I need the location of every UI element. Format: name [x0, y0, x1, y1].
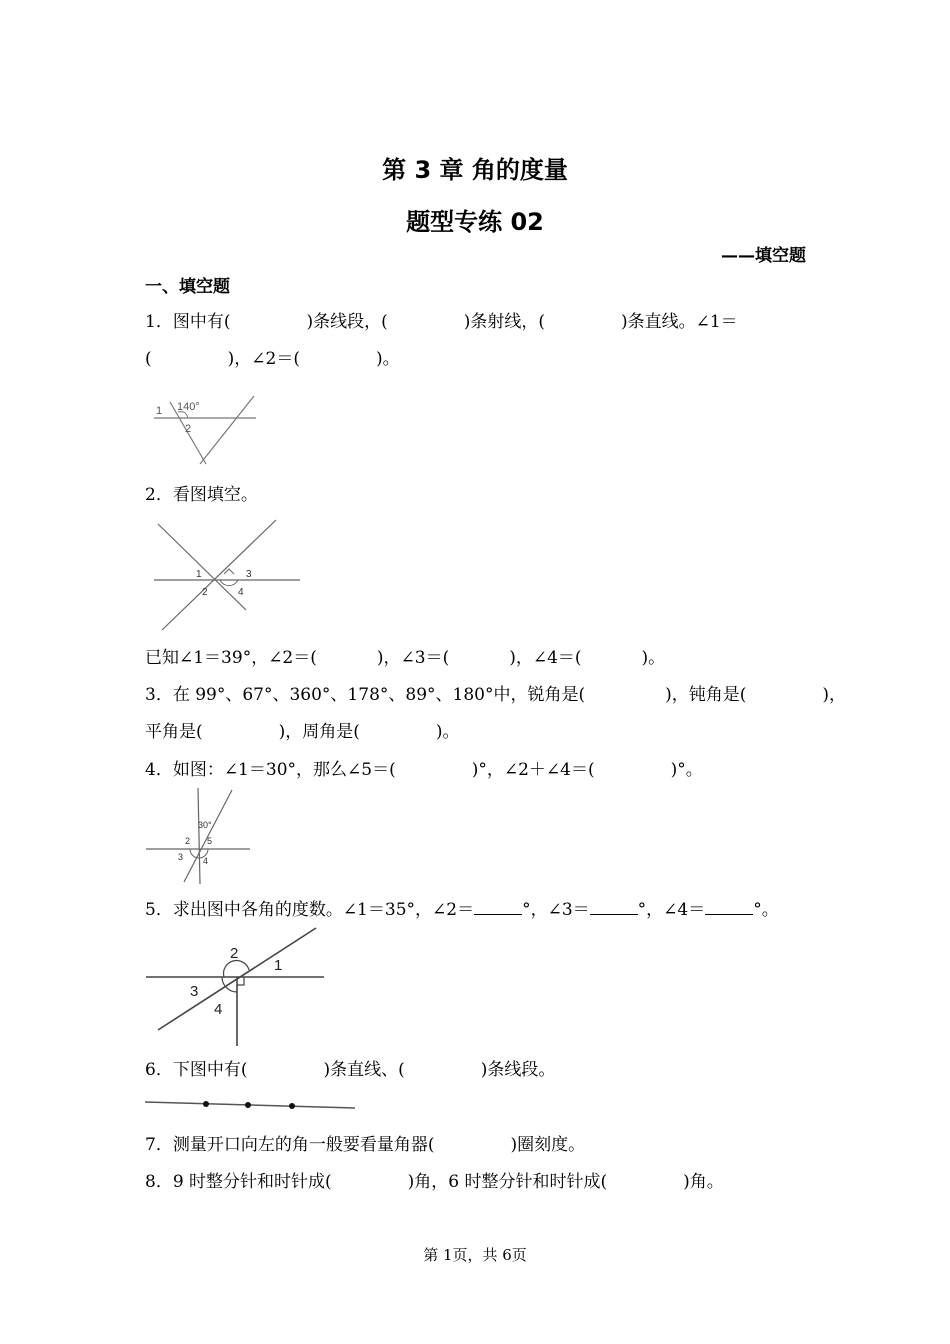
q7-text: )圈刻度。 — [510, 1135, 586, 1155]
answer-underline[interactable] — [705, 896, 753, 915]
q4-figure — [144, 786, 252, 886]
q1-text: )条直线。∠1＝ — [620, 312, 738, 332]
q8-text: )角。 — [683, 1172, 724, 1192]
q1-figure — [148, 392, 260, 472]
q4-label-2: 2 — [185, 836, 191, 846]
q3-text: )，钝角是( — [665, 685, 747, 705]
q8-text: 8．9 时整分针和时针成( — [145, 1172, 332, 1192]
q1-text: 1．图中有( — [145, 312, 231, 332]
q2-angle-arc — [220, 580, 238, 586]
answer-underline[interactable] — [590, 896, 638, 915]
question-type-label: ——填空题 — [721, 246, 806, 266]
worksheet-subtitle: 题型专练 02 — [406, 208, 544, 236]
q2-text: )。 — [641, 648, 666, 668]
q5-label-4: 4 — [214, 1001, 223, 1018]
q4-label-30: 30° — [198, 820, 212, 830]
q6-text: 6．下图中有( — [145, 1060, 248, 1080]
page-footer: 第 1页，共 6页 — [423, 1246, 527, 1264]
q2-label-3: 3 — [246, 569, 252, 580]
q4-label-4: 4 — [203, 856, 209, 866]
q5-text: °。 — [753, 900, 779, 920]
q6-figure — [144, 1096, 358, 1114]
q7-text: 7．测量开口向左的角一般要看量角器( — [145, 1135, 435, 1155]
q1-text: )。 — [375, 349, 400, 369]
answer-underline[interactable] — [474, 896, 522, 915]
q1-label-2: 2 — [185, 423, 192, 435]
question-2-text: 2．看图填空。 — [145, 485, 258, 505]
q5-text: °，∠4＝ — [637, 900, 706, 920]
question-8-text — [145, 1170, 724, 1194]
question-2-answer-line — [145, 646, 665, 670]
q2-text: )，∠4＝( — [509, 648, 582, 668]
question-4-text — [145, 758, 703, 782]
question-6-text — [145, 1058, 555, 1082]
q3-text: )， — [822, 685, 846, 705]
section-title: 一、填空题 — [145, 277, 230, 297]
question-3-line-2 — [145, 720, 460, 744]
q6-text: )条直线、( — [323, 1060, 405, 1080]
q4-label-5: 5 — [207, 836, 213, 846]
question-7-text — [145, 1133, 585, 1157]
q6-text: )条线段。 — [480, 1060, 556, 1080]
q5-label-2: 2 — [230, 945, 239, 962]
q5-label-3: 3 — [190, 983, 199, 1000]
q1-text: )条射线，( — [463, 312, 545, 332]
q2-text: 已知∠1＝39°，∠2＝( — [145, 648, 317, 668]
q3-text: )。 — [435, 722, 460, 742]
q5-text: 5．求出图中各角的度数。∠1＝35°，∠2＝ — [145, 900, 475, 920]
q6-point — [289, 1103, 295, 1109]
q4-label-3: 3 — [178, 852, 184, 862]
question-3-line-1 — [145, 683, 846, 707]
q1-text: ( — [145, 349, 152, 369]
q1-text: )，∠2＝( — [227, 349, 300, 369]
q1-label-1: 1 — [156, 405, 163, 417]
q2-label-1: 1 — [196, 569, 202, 580]
q6-point — [245, 1102, 251, 1108]
q6-point — [203, 1101, 209, 1107]
question-5-text — [145, 896, 779, 922]
q4-line-vertical — [198, 788, 200, 884]
q2-right-angle-mark — [224, 569, 234, 574]
q1-label-140: 140° — [177, 401, 200, 413]
q5-text: °，∠3＝ — [522, 900, 590, 920]
q3-text: 3．在 99°、67°、360°、178°、89°、180°中，锐角是( — [145, 685, 586, 705]
q4-text: 4．如图：∠1＝30°，那么∠5＝( — [145, 760, 396, 780]
q2-line-diag-2 — [162, 520, 276, 630]
q4-text: )°，∠2＋∠4＝( — [471, 760, 595, 780]
question-1-line-1 — [145, 310, 738, 334]
question-1-line-2 — [145, 347, 400, 371]
q2-label-2: 2 — [202, 587, 208, 598]
q2-label-4: 4 — [238, 587, 244, 598]
q5-label-1: 1 — [274, 957, 283, 974]
chapter-title: 第 3 章 角的度量 — [382, 156, 568, 184]
q5-figure — [144, 924, 328, 1048]
q1-text: )条线段，( — [306, 312, 388, 332]
q8-text: )角，6 时整分针和时针成( — [407, 1172, 608, 1192]
q1-line-slant-right — [200, 396, 254, 464]
q2-figure — [150, 516, 302, 634]
q4-text: )°。 — [670, 760, 703, 780]
q3-text: 平角是( — [145, 722, 203, 742]
q3-text: )，周角是( — [278, 722, 360, 742]
q2-text: )，∠3＝( — [376, 648, 450, 668]
